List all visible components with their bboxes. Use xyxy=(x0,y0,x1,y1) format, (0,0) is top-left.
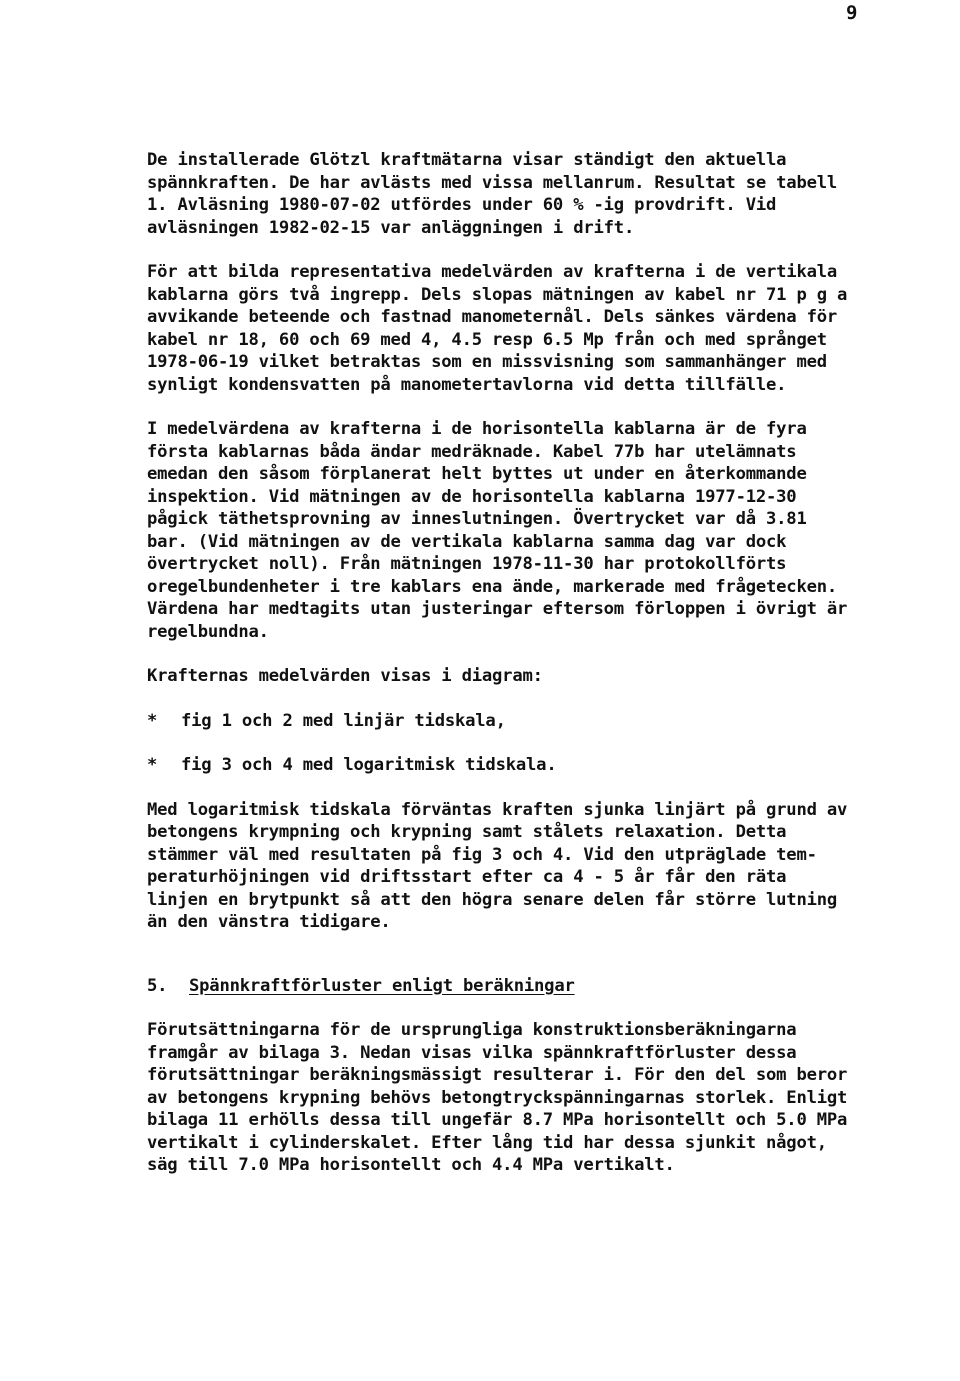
page-number: 9 xyxy=(846,2,858,24)
text-line: regelbundna. xyxy=(147,621,269,642)
text-line: I medelvärdena av krafterna i de horisontella kablarna är de fyra xyxy=(147,419,807,439)
document-body xyxy=(147,149,877,1177)
text-line: oregelbundenheter i tre kablars ena ände, markerade med frågetecken. xyxy=(147,576,838,597)
paragraph-2 xyxy=(147,261,877,396)
text-line: Med logaritmisk tidskala förväntas kraften sjunka linjärt på grund av xyxy=(147,799,848,820)
text-line: avläsningen 1982-02-15 var anläggningen i drift. xyxy=(147,217,635,238)
text-line: 1. Avläsning 1980-07-02 utfördes under 60 % -ig provdrift. Vid xyxy=(147,195,777,215)
text-line: Värdena har medtagits utan justeringar eftersom förloppen i övrigt är xyxy=(147,599,848,619)
list-item-text: fig 1 och 2 med linjär tidskala, xyxy=(181,710,506,731)
text-line: bar. (Vid mätningen av de vertikala kablarna samma dag var dock xyxy=(147,531,787,552)
bullet-marker: * xyxy=(147,710,158,731)
text-line: peraturhöjningen vid driftsstart efter ca 4 - 5 år får den räta xyxy=(147,867,787,887)
text-line: synligt kondensvatten på manometertavlorna vid detta tillfälle. xyxy=(147,374,787,395)
text-line: Krafternas medelvärden visas i diagram: xyxy=(147,666,543,686)
section-number: 5. xyxy=(147,975,168,996)
text-line: framgår av bilaga 3. Nedan visas vilka spännkraftförluster dessa xyxy=(147,1042,797,1063)
text-line: betongens krympning och krypning samt stålets relaxation. Detta xyxy=(147,822,787,842)
text-line: 1978-06-19 vilket betraktas som en missvisning som sammanhänger med xyxy=(147,352,827,372)
section-heading xyxy=(147,975,877,998)
section-title: Spännkraftförluster enligt beräkningar xyxy=(189,975,575,996)
list-item-text: fig 3 och 4 med logaritmisk tidskala. xyxy=(181,755,557,775)
diagram-list xyxy=(147,710,877,777)
text-line: än den vänstra tidigare. xyxy=(147,912,391,932)
text-line: säg till 7.0 MPa horisontellt och 4.4 MPa vertikalt. xyxy=(147,1155,675,1175)
text-line: avvikande beteende och fastnad manometernål. Dels sänkes värdena för xyxy=(147,307,838,327)
text-line: De installerade Glötzl kraftmätarna visar ständigt den aktuella xyxy=(147,150,787,170)
list-item xyxy=(147,710,877,733)
paragraph-4 xyxy=(147,665,877,688)
text-line: bilaga 11 erhölls dessa till ungefär 8.7 MPa horisontellt och 5.0 MPa xyxy=(147,1110,848,1130)
text-line: För att bilda representativa medelvärden av krafterna i de vertikala xyxy=(147,262,838,282)
text-line: inspektion. Vid mätningen av de horisontella kablarna 1977-12-30 xyxy=(147,486,797,507)
paragraph-3 xyxy=(147,418,877,643)
text-line: stämmer väl med resultaten på fig 3 och 4. Vid den utpräglade tem- xyxy=(147,844,817,865)
text-line: spännkraften. De har avlästs med vissa mellanrum. Resultat se tabell xyxy=(147,172,838,193)
paragraph-5 xyxy=(147,799,877,934)
paragraph-1 xyxy=(147,149,877,239)
text-line: vertikalt i cylinderskalet. Efter lång tid har dessa sjunkit något, xyxy=(147,1132,827,1153)
text-line: övertrycket noll). Från mätningen 1978-11-30 har protokollförts xyxy=(147,554,787,574)
paragraph-6 xyxy=(147,1019,877,1177)
text-line: Förutsättningarna för de ursprungliga konstruktionsberäkningarna xyxy=(147,1020,797,1040)
text-line: av betongens krypning behövs betongtryckspänningarnas storlek. Enligt xyxy=(147,1087,848,1108)
text-line: kablarna görs två ingrepp. Dels slopas mätningen av kabel nr 71 p g a xyxy=(147,284,848,305)
text-line: kabel nr 18, 60 och 69 med 4, 4.5 resp 6.5 Mp från och med språnget xyxy=(147,329,827,350)
text-line: första kablarnas båda ändar medräknade. Kabel 77b har utelämnats xyxy=(147,441,797,462)
bullet-marker: * xyxy=(147,755,158,775)
list-item xyxy=(147,754,877,777)
text-line: linjen en brytpunkt så att den högra senare delen får större lutning xyxy=(147,889,838,910)
text-line: emedan den såsom förplanerat helt byttes ut under en återkommande xyxy=(147,464,807,484)
text-line: pågick täthetsprovning av inneslutningen. Övertrycket var då 3.81 xyxy=(147,509,807,529)
text-line: förutsättningar beräkningsmässigt resulterar i. För den del som beror xyxy=(147,1065,848,1085)
